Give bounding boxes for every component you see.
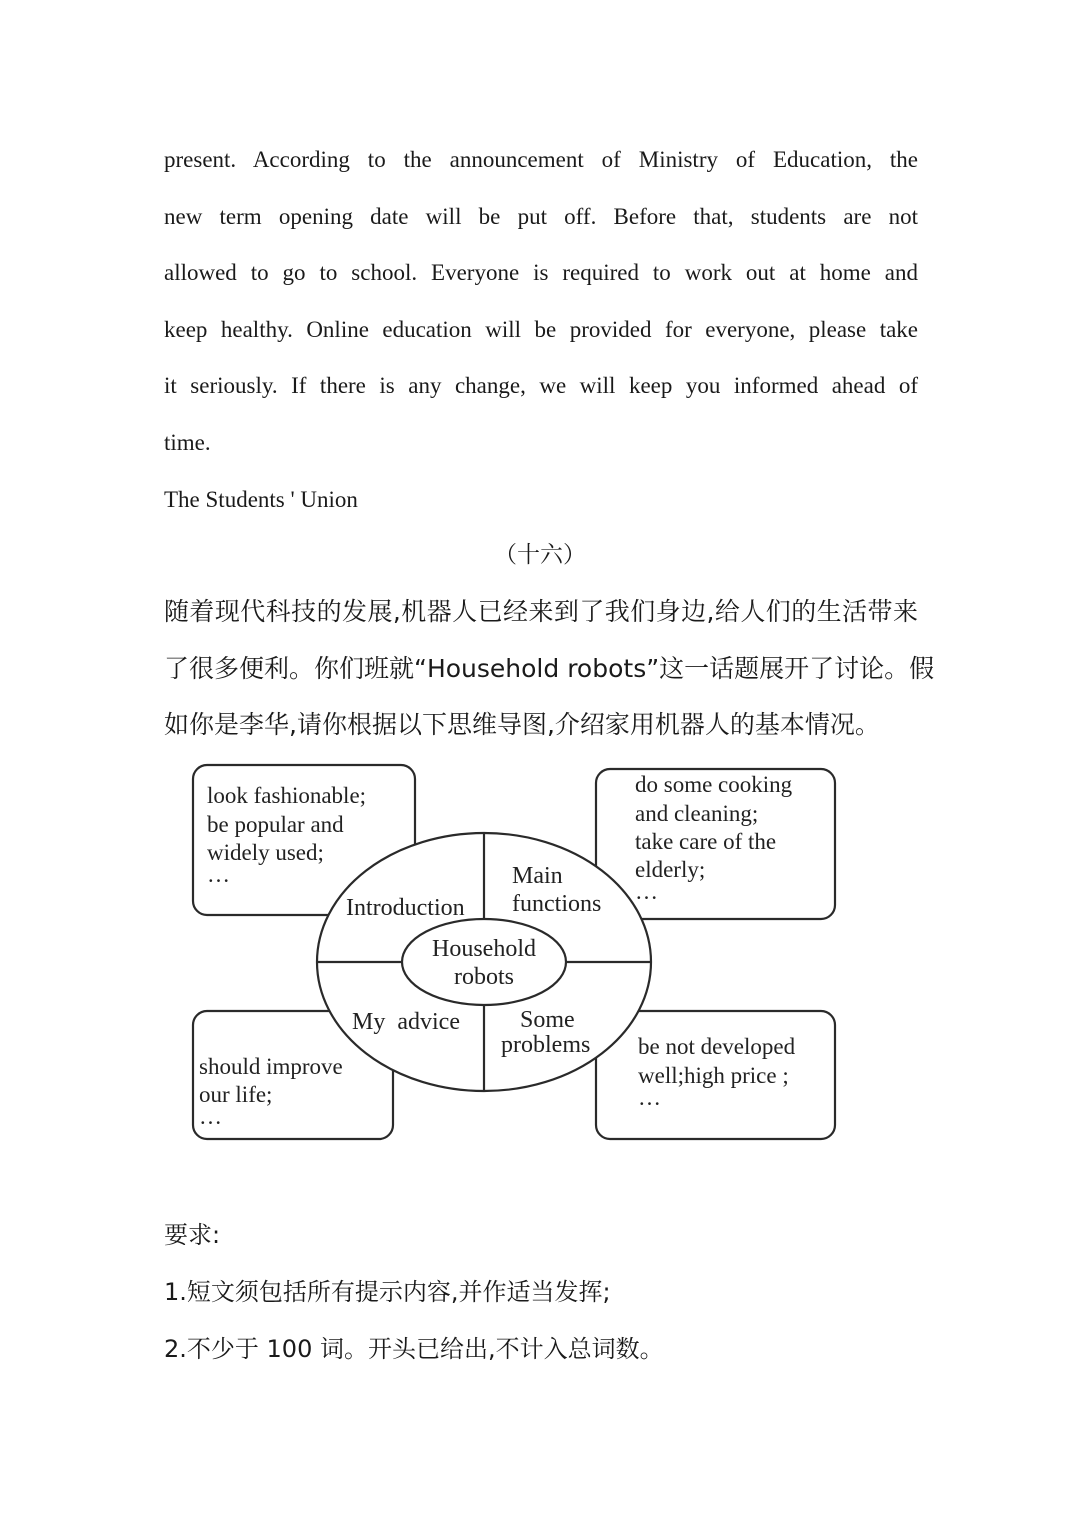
box-text: be popular and: [207, 812, 344, 837]
requirement-item: 2.不少于 100 词。开头已给出,不计入总词数。: [164, 1335, 664, 1363]
quadrant-main-functions: functions: [512, 891, 602, 917]
box-text: …: [199, 1104, 222, 1129]
center-ellipse: [402, 919, 566, 1005]
passage-line: time.: [164, 430, 211, 455]
box-text: …: [635, 879, 658, 904]
mind-map: [0, 760, 1080, 1160]
quadrant-some-problems: problems: [501, 1032, 591, 1058]
requirements-heading: 要求:: [164, 1221, 221, 1249]
passage-line: it seriously. If there is any change, we will keep you informed ahead of: [164, 373, 918, 398]
box-text: our life;: [199, 1082, 273, 1107]
box-text: should improve: [199, 1054, 343, 1079]
box-text: and cleaning;: [635, 801, 759, 826]
box-text: do some cooking: [635, 772, 793, 797]
quadrant-my-advice: My advice: [352, 1009, 460, 1035]
signature: The Students ' Union: [164, 487, 358, 512]
requirement-item: 1.短文须包括所有提示内容,并作适当发挥;: [164, 1278, 611, 1306]
box-text: take care of the: [635, 829, 777, 854]
task-line: 随着现代科技的发展,机器人已经来到了我们身边,给人们的生活带来: [164, 597, 918, 626]
box-text: …: [638, 1085, 661, 1110]
task-line: 如你是李华,请你根据以下思维导图,介绍家用机器人的基本情况。: [164, 710, 880, 739]
quadrant-introduction: Introduction: [346, 895, 465, 921]
section-number: （十六）: [494, 542, 586, 567]
box-text: widely used;: [207, 840, 324, 865]
passage-line: present. According to the announcement of Ministry of Education, the: [164, 147, 918, 172]
box-text: be not developed: [638, 1034, 796, 1059]
passage-line: new term opening date will be put off. Before that, students are not: [164, 204, 918, 229]
box-text: well;high price ;: [638, 1063, 789, 1088]
box-text: …: [207, 862, 230, 887]
center-label: robots: [454, 964, 514, 990]
task-line: 了很多便利。你们班就“Household robots”这一话题展开了讨论。假: [164, 654, 935, 683]
passage-line: allowed to go to school. Everyone is required to work out at home and: [164, 260, 918, 285]
passage-line: keep healthy. Online education will be provided for everyone, please take: [164, 317, 918, 342]
center-label: Household: [432, 936, 536, 962]
quadrant-main-functions: Main: [512, 863, 563, 889]
quadrant-some-problems: Some: [520, 1007, 575, 1033]
box-text: elderly;: [635, 857, 706, 882]
box-text: look fashionable;: [207, 783, 367, 808]
